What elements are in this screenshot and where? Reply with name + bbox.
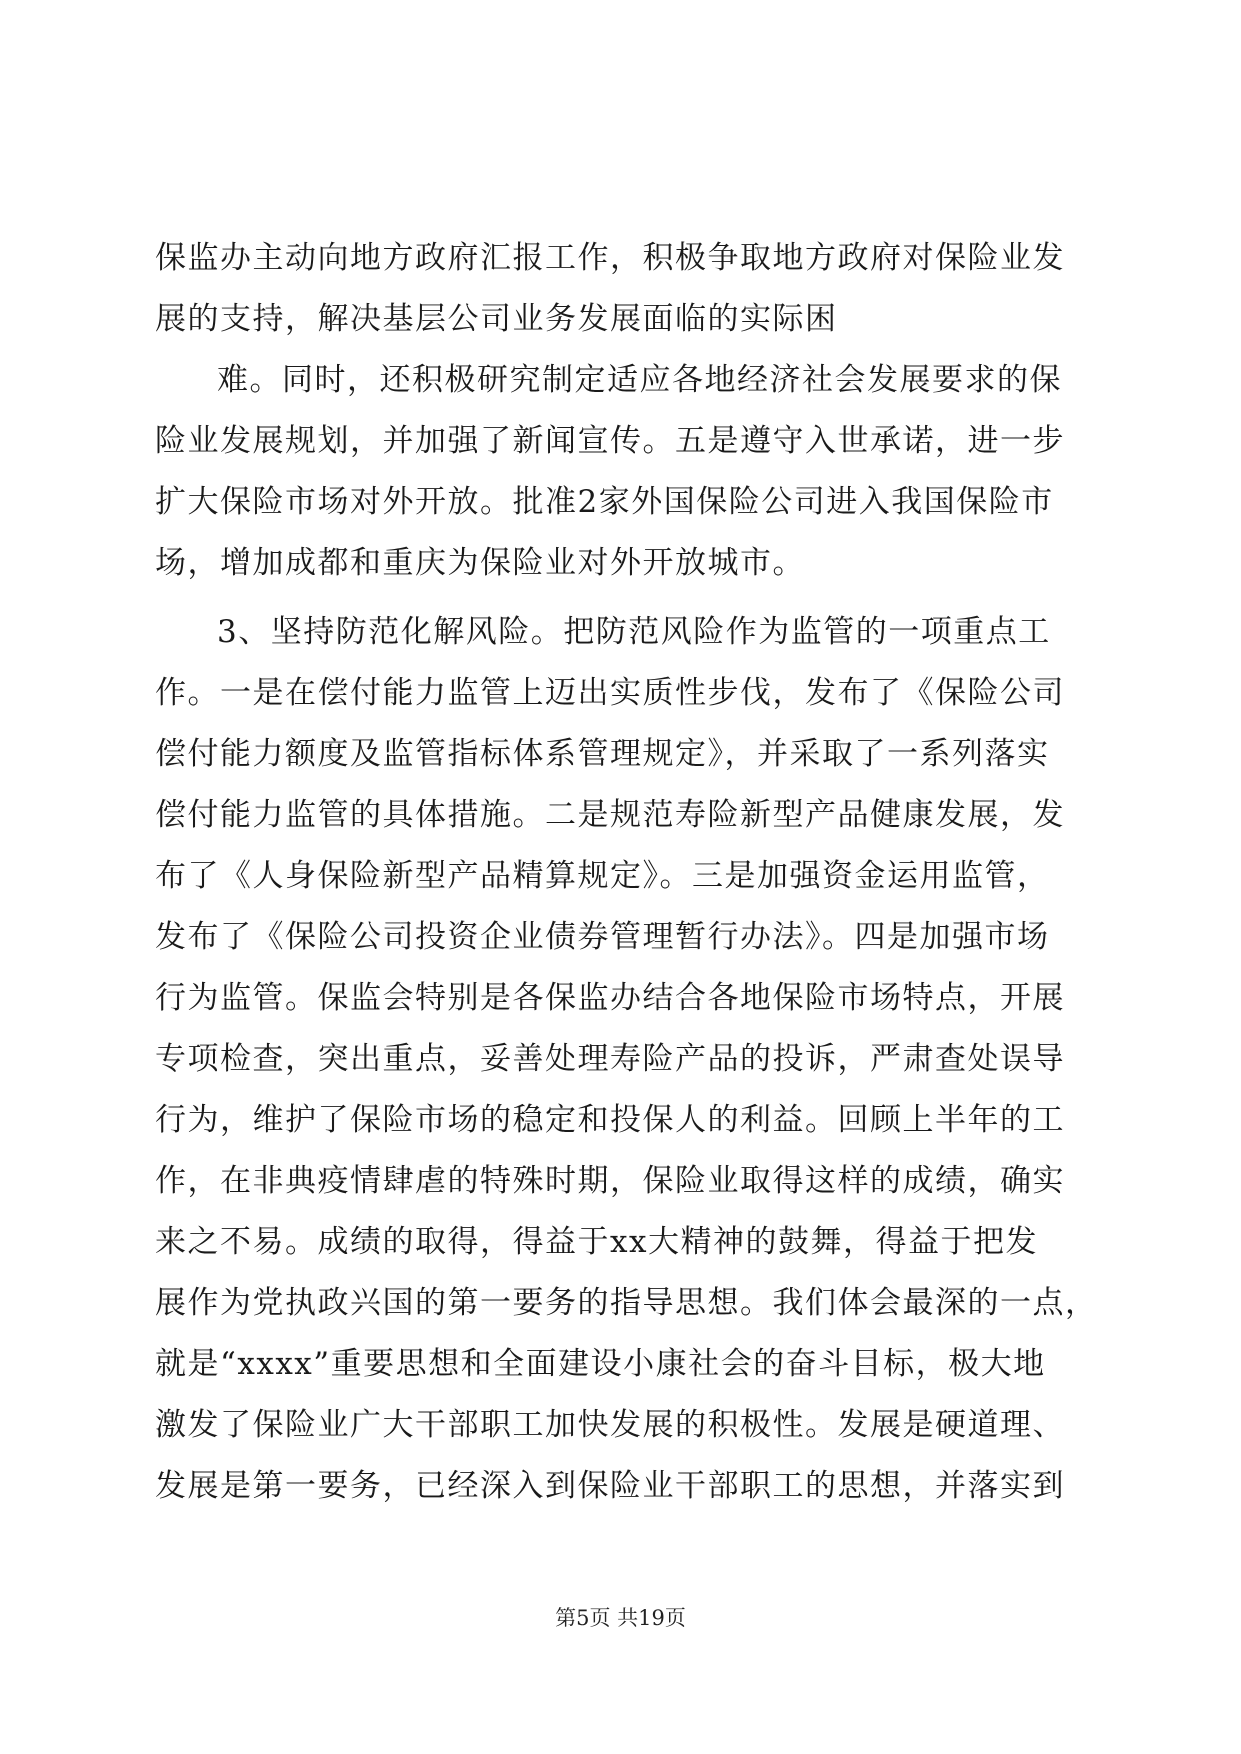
body-line: 激发了保险业广大干部职工加快发展的积极性。发展是硬道理、 — [155, 1407, 1065, 1443]
body-line: 场，增加成都和重庆为保险业对外开放城市。 — [155, 545, 805, 581]
body-line: 作，在非典疫情肆虐的特殊时期，保险业取得这样的成绩，确实 — [155, 1163, 1065, 1199]
body-line: 展的支持，解决基层公司业务发展面临的实际困 — [155, 301, 838, 337]
body-line: 偿付能力额度及监管指标体系管理规定》，并采取了一系列落实 — [155, 736, 1050, 772]
body-line: 作。一是在偿付能力监管上迈出实质性步伐，发布了《保险公司 — [155, 675, 1065, 711]
page-number-footer: 第5页 共19页 — [555, 1606, 686, 1630]
body-line: 3、坚持防范化解风险。把防范风险作为监管的一项重点工 — [217, 614, 1051, 650]
body-line: 偿付能力监管的具体措施。二是规范寿险新型产品健康发展，发 — [155, 797, 1065, 833]
body-line: 发布了《保险公司投资企业债券管理暂行办法》。四是加强市场 — [155, 919, 1050, 955]
body-line: 难。同时，还积极研究制定适应各地经济社会发展要求的保 — [217, 362, 1062, 398]
body-line: 就是“xxxx”重要思想和全面建设小康社会的奋斗目标，极大地 — [155, 1346, 1046, 1382]
body-line: 行为监管。保监会特别是各保监办结合各地保险市场特点，开展 — [155, 980, 1065, 1016]
body-line: 保监办主动向地方政府汇报工作，积极争取地方政府对保险业发 — [155, 240, 1065, 276]
body-line: 扩大保险市场对外开放。批准2家外国保险公司进入我国保险市 — [155, 484, 1054, 520]
body-line: 行为，维护了保险市场的稳定和投保人的利益。回顾上半年的工 — [155, 1102, 1065, 1138]
body-line: 布了《人身保险新型产品精算规定》。三是加强资金运用监管， — [155, 858, 1050, 894]
body-line: 发展是第一要务，已经深入到保险业干部职工的思想，并落实到 — [155, 1468, 1065, 1504]
body-line: 来之不易。成绩的取得，得益于xx大精神的鼓舞，得益于把发 — [155, 1224, 1038, 1260]
body-line: 专项检查，突出重点，妥善处理寿险产品的投诉，严肃查处误导 — [155, 1041, 1065, 1077]
body-line: 展作为党执政兴国的第一要务的指导思想。我们体会最深的一点， — [155, 1285, 1098, 1321]
body-line: 险业发展规划，并加强了新闻宣传。五是遵守入世承诺，进一步 — [155, 423, 1065, 459]
